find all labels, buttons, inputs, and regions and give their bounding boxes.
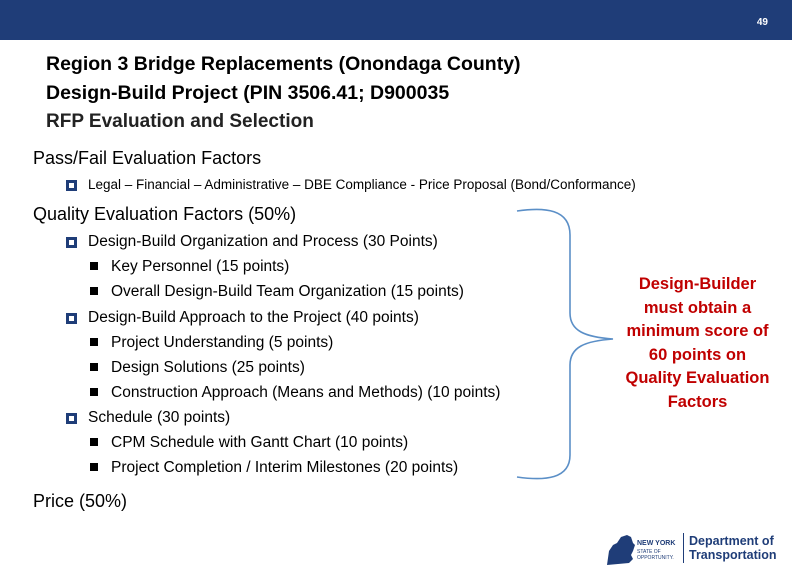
department-line-1: Department of (689, 534, 774, 548)
price-heading: Price (50%) (33, 491, 128, 511)
bullet-icon (90, 438, 98, 446)
quality-group-1: Design-Build Organization and Process (30 Points) (88, 233, 438, 250)
quality-group-3: Schedule (30 points) (88, 409, 231, 426)
quality-group-3-item-1: CPM Schedule with Gantt Chart (10 points) (111, 434, 409, 451)
quality-group-3-item-2: Project Completion / Interim Milestones (20 points) (111, 459, 459, 476)
square-bullet-icon (66, 180, 77, 191)
bullet-icon (90, 338, 98, 346)
quality-group-2-item-2: Design Solutions (25 points) (111, 359, 305, 376)
curly-brace-icon (515, 205, 615, 485)
header-bar (0, 0, 792, 40)
title-line-2: Design-Build Project (PIN 3506.41; D900035 (46, 82, 450, 104)
logo-text-3: OPPORTUNITY. (637, 555, 674, 561)
logo-text-1: NEW YORK (637, 540, 676, 547)
logo-text-2: STATE OF (637, 549, 661, 555)
bullet-icon (90, 363, 98, 371)
title-line-1: Region 3 Bridge Replacements (Onondaga County) (46, 53, 521, 75)
bullet-icon (90, 262, 98, 270)
nys-logo (603, 531, 681, 567)
department-line-2: Transportation (689, 548, 777, 562)
square-bullet-icon (66, 237, 77, 248)
bullet-icon (90, 463, 98, 471)
logo-divider (683, 533, 684, 563)
quality-group-2-item-3: Construction Approach (Means and Methods) (10 points) (111, 384, 501, 401)
callout-line: Factors (667, 392, 728, 411)
callout-line: must obtain a (643, 298, 752, 317)
quality-group-2-item-1: Project Understanding (5 points) (111, 334, 334, 351)
callout-note (610, 273, 785, 414)
callout-line: Quality Evaluation (625, 369, 770, 387)
passfail-heading: Pass/Fail Evaluation Factors (33, 148, 262, 168)
callout-line: Design-Builder (638, 275, 757, 293)
department-name (689, 534, 777, 562)
square-bullet-icon (66, 313, 77, 324)
page-number: 49 (756, 17, 768, 28)
callout-line: minimum score of (626, 322, 769, 340)
passfail-item: Legal – Financial – Administrative – DBE Compliance - Price Proposal (Bond/Conformance) (88, 177, 636, 192)
square-bullet-icon (66, 413, 77, 424)
quality-heading: Quality Evaluation Factors (50%) (33, 204, 297, 224)
quality-group-2: Design-Build Approach to the Project (40 points) (88, 309, 419, 326)
quality-group-1-item-2: Overall Design-Build Team Organization (15 points) (111, 283, 464, 300)
callout-line: 60 points on (648, 345, 747, 364)
bullet-icon (90, 388, 98, 396)
slide-title (46, 50, 746, 108)
slide-subtitle: RFP Evaluation and Selection (46, 111, 314, 132)
quality-group-1-item-1: Key Personnel (15 points) (111, 258, 290, 275)
bullet-icon (90, 287, 98, 295)
